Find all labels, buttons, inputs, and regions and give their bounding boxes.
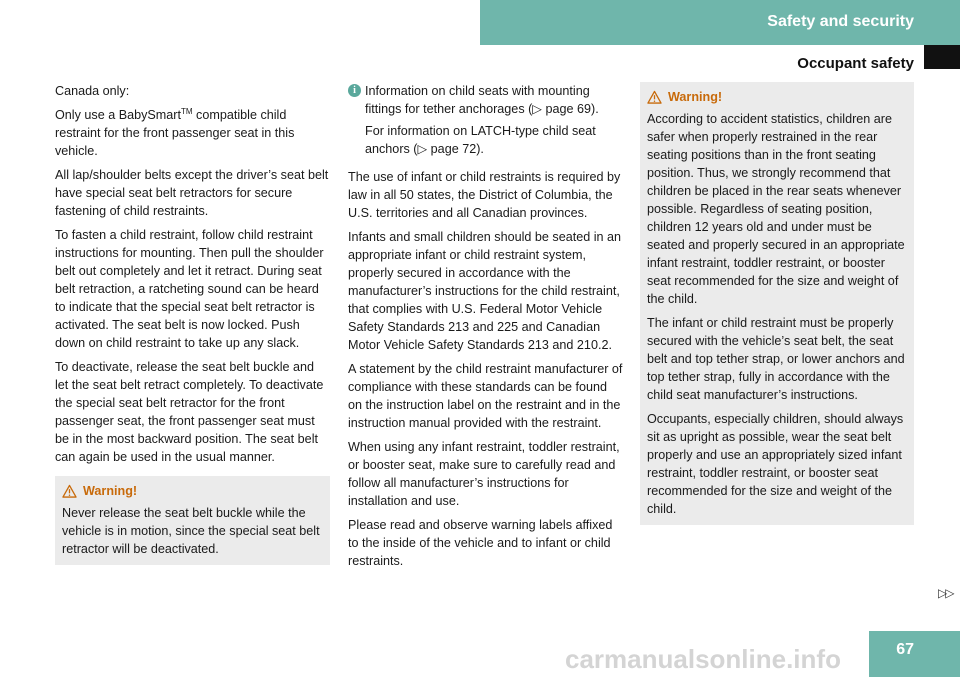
continued-arrows[interactable]: ▷▷ — [938, 586, 953, 600]
info-line: Information on child seats with mounting fittings for tether anchorages (▷ page 69). — [365, 84, 599, 116]
header-tab-marker — [924, 45, 960, 69]
warning-triangle-icon — [647, 90, 662, 104]
text-span: compatible child restraint for the front passenger seat in this vehicle. — [55, 108, 295, 158]
warning-text: Never release the seat belt buckle while the vehicle is in motion, since the special seat belt retractor will be deactivated. — [62, 506, 320, 556]
warning-box — [640, 82, 914, 525]
info-body — [365, 82, 624, 162]
info-icon: i — [348, 84, 361, 97]
paragraph — [55, 106, 330, 160]
warning-triangle-icon — [62, 484, 77, 498]
column-2 — [348, 82, 624, 576]
paragraph: When using any infant restraint, toddler restraint, or booster seat, make sure to carefully read and follow all manufacturer’s instructions for installation and use. — [348, 440, 620, 508]
paragraph: Infants and small children should be seated in an appropriate infant or child restraint system, properly secured in accordance with the manufacturer’s instructions for the child restraint, that complies with U.S. Federal Motor Vehicle Safety Standards 213 and 225 and Canadian Motor Vehicle Safety Standards 213 and 210.2. — [348, 230, 622, 352]
watermark: carmanualsonline.info — [565, 644, 841, 674]
paragraph: To deactivate, release the seat belt buckle and let the seat belt retract completely. To deactivate the special seat belt retractor for the front passenger seat, the front passenger seat must be in the most backward position. The seat belt can again be used in the usual manner. — [55, 360, 324, 464]
column-1 — [55, 82, 330, 565]
text-span: Only use a BabySmart — [55, 108, 181, 122]
paragraph: The use of infant or child restraints is required by law in all 50 states, the District of Columbia, the U.S. territories and all Canadian provinces. — [348, 170, 621, 220]
paragraph: To fasten a child restraint, follow child restraint instructions for mounting. Then pull the shoulder belt out completely and let it retract. During seat belt retraction, a ratcheting sound can be heard to indicate that the special seat belt retractor is activated. The seat belt is now locked. Push down on child restraint to take up any slack. — [55, 228, 324, 350]
warning-title — [62, 482, 323, 500]
paragraph: Please read and observe warning labels affixed to the inside of the vehicle and to infant or child restraints. — [348, 518, 613, 568]
section-title: Safety and security — [767, 13, 914, 30]
paragraph: Canada only: — [55, 84, 130, 98]
warning-text: According to accident statistics, children are safer when properly restrained in the rear seating positions than in the front seating position. Thus, we strongly recommend that children be placed in the rear seats whenever possible. Regardless of seating position, children 12 years old and under must be seated and properly secured in an appropriate infant restraint, toddler restraint, or booster seat recommended for the size and weight of the child. — [647, 112, 905, 306]
warning-title-text: Warning! — [83, 484, 138, 498]
info-note — [348, 82, 624, 162]
page-number-box — [869, 631, 960, 677]
paragraph: A statement by the child restraint manufacturer of compliance with these standards can be found on the instruction label on the restraint and in the instruction manual provided with the restraint. — [348, 362, 623, 430]
warning-box — [55, 476, 330, 565]
info-line: For information on LATCH-type child seat anchors (▷ page 72). — [365, 124, 596, 156]
subsection-title: Occupant safety — [797, 55, 914, 72]
warning-title — [647, 88, 907, 106]
warning-title-text: Warning! — [668, 90, 723, 104]
page-number: 67 — [896, 641, 914, 658]
trademark-sup: TM — [181, 106, 193, 116]
warning-text: The infant or child restraint must be properly secured with the vehicle’s seat belt, the seat belt and top tether strap, or lower anchors and top tether strap, fully in accordance with the child seat manufacturer’s instructions. — [647, 316, 905, 402]
column-3 — [640, 82, 914, 525]
paragraph: All lap/shoulder belts except the driver’s seat belt have special seat belt retractors for secure fastening of child restraints. — [55, 168, 329, 218]
warning-text: Occupants, especially children, should always sit as upright as possible, wear the seat belt properly and use an appropriately sized infant restraint, toddler restraint, or booster seat recommended for the size and weight of the child. — [647, 412, 904, 516]
